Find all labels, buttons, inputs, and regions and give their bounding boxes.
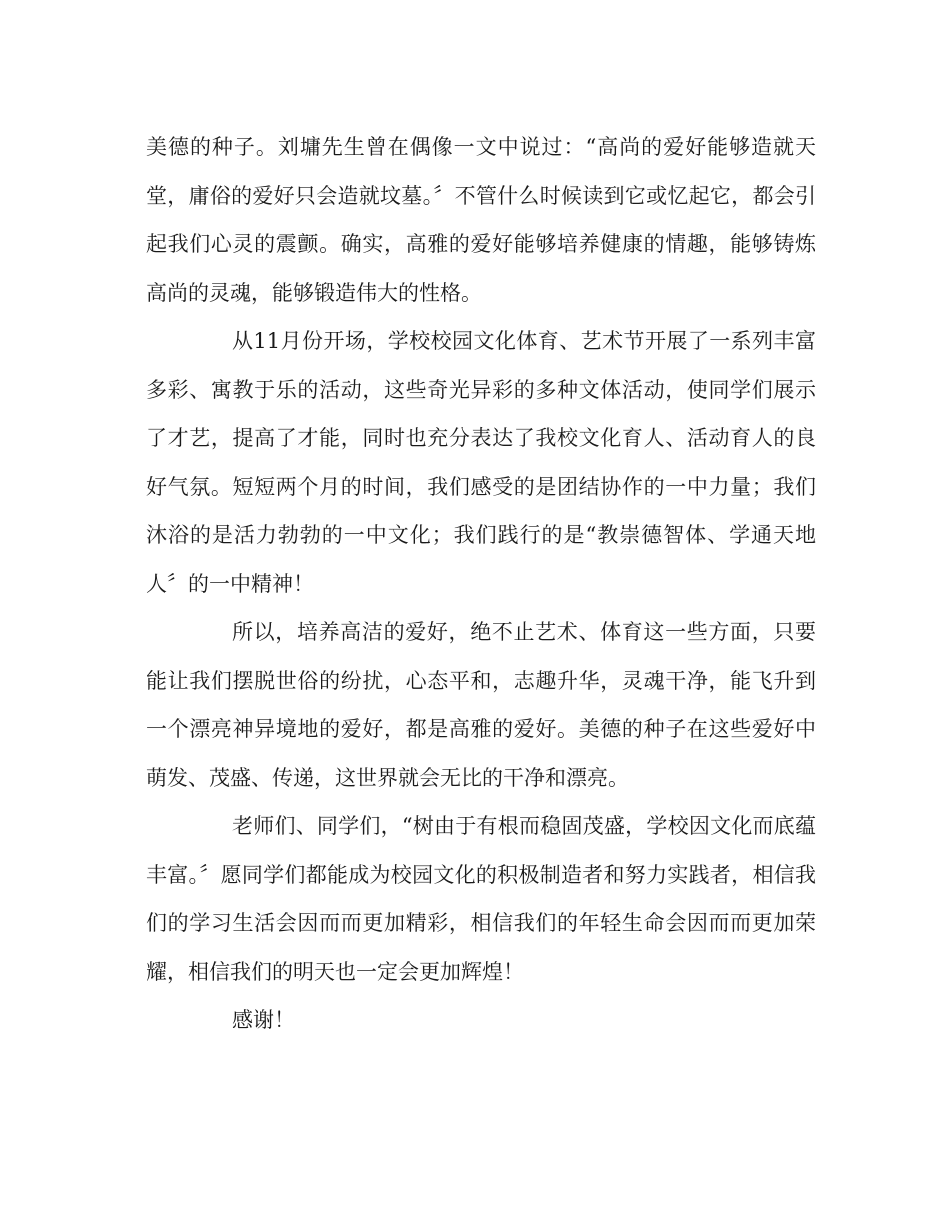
paragraph-thanks: 感谢！: [232, 1008, 295, 1032]
document-body: [146, 123, 816, 1045]
paragraph-closing-wishes: 老师们、同学们，“树由于有根而稳固茂盛，学校因文化而底蕴丰富。〞愿同学们都能成为校园文化的积极制造者和努力实践者，相信我们的学习生活会因而而更加精彩，相信我们的年轻生命会因而而更加荣耀，相信我们的明天也一定会更加辉煌！: [146, 814, 816, 984]
paragraph-arts-festival: 从11月份开场，学校校园文化体育、艺术节开展了一系列丰富多彩、寓教于乐的活动，这些奇光异彩的多种文体活动，使同学们展示了才艺，提高了才能，同时也充分表达了我校文化育人、活动育人的良好气氛。短短两个月的时间，我们感受的是团结协作的一中力量；我们沐浴的是活力勃勃的一中文化；我们践行的是“教崇德智体、学通天地人〞的一中精神！: [146, 329, 816, 596]
paragraph-noble-hobbies: 所以，培养高洁的爱好，绝不止艺术、体育这一些方面，只要能让我们摆脱世俗的纷扰，心态平和，志趣升华，灵魂干净，能飞升到一个漂亮神异境地的爱好，都是高雅的爱好。美德的种子在这些爱好中萌发、茂盛、传递，这世界就会无比的干净和漂亮。: [146, 620, 816, 790]
paragraph-continuation: 美德的种子。刘墉先生曾在偶像一文中说过：“高尚的爱好能够造就天堂，庸俗的爱好只会造就坟墓。〞不管什么时候读到它或忆起它，都会引起我们心灵的震颤。确实，高雅的爱好能够培养健康的情趣，能够铸炼高尚的灵魂，能够锻造伟大的性格。: [146, 135, 816, 305]
